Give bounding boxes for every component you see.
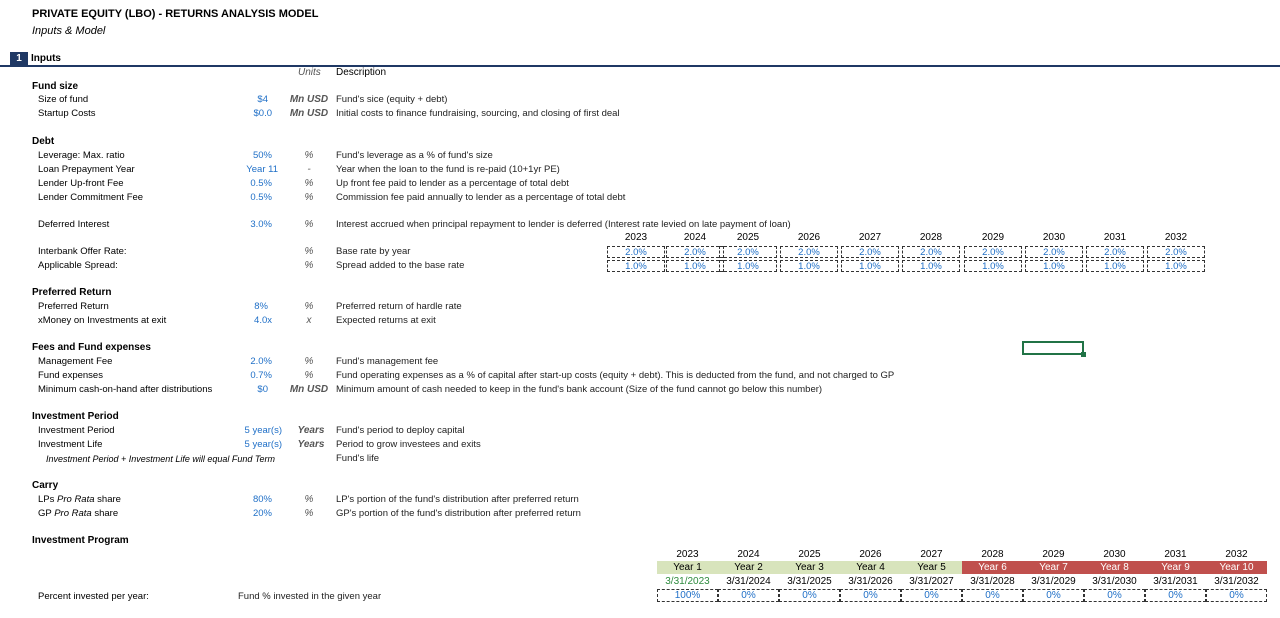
ibor-cell[interactable]: 2.0% [964,246,1022,258]
row-unit: % [304,494,314,505]
program-year-label: Year 5 [901,561,962,574]
row-description: LP's portion of the fund's distribution after preferred return [336,494,579,505]
min-cash-input[interactable]: $0 [257,384,268,395]
program-date: 3/31/2028 [970,576,1015,587]
program-year-header: 2027 [920,549,943,560]
program-year-header: 2026 [859,549,882,560]
row-unit: % [304,260,314,271]
debt-year-header: 2024 [683,232,707,243]
row-description: Expected returns at exit [336,315,436,326]
row-label: Deferred Interest [38,219,110,230]
leverage-input[interactable]: 50% [252,150,272,161]
row-label: Applicable Spread: [38,260,118,271]
ibor-cell[interactable]: 2.0% [607,246,665,258]
program-year-label: Year 9 [1145,561,1206,574]
debt-year-header: 2027 [858,232,882,243]
row-unit: x [306,315,312,326]
ibor-cell[interactable]: 2.0% [1025,246,1083,258]
percent-invested-cell[interactable]: 0% [840,589,901,602]
row-description: Spread added to the base rate [336,260,465,271]
spread-cell[interactable]: 1.0% [719,260,777,272]
row-description: Year when the loan to the fund is re-paid (10+1yr PE) [336,164,560,175]
spread-cell[interactable]: 1.0% [1086,260,1144,272]
percent-invested-cell[interactable]: 100% [657,589,718,602]
row-description: Up front fee paid to lender as a percentage of total debt [336,178,569,189]
program-year-label: Year 7 [1023,561,1084,574]
row-description: GP's portion of the fund's distribution after preferred return [336,508,581,519]
spread-cell[interactable]: 1.0% [1025,260,1083,272]
program-date: 3/31/2029 [1031,576,1076,587]
debt-year-header: 2029 [981,232,1005,243]
row-unit: Years [297,425,325,436]
deferred-interest-input[interactable]: 3.0% [250,219,272,230]
debt-heading: Debt [32,136,55,147]
units-header: Units [298,67,321,78]
program-date: 3/31/2027 [909,576,954,587]
startup-costs-input[interactable]: $0.0 [253,108,272,119]
program-year-label: Year 8 [1084,561,1145,574]
row-description: Initial costs to finance fundraising, sourcing, and closing of first deal [336,108,620,119]
upfront-fee-input[interactable]: 0.5% [250,178,272,189]
section-number: 1 [10,52,28,65]
row-unit: % [304,150,314,161]
row-label: Lender Up-front Fee [38,178,124,189]
row-label: Fund expenses [38,370,103,381]
management-fee-input[interactable]: 2.0% [250,356,272,367]
row-unit: % [304,301,314,312]
row-description: Fund's sice (equity + debt) [336,94,448,105]
selected-cell[interactable] [1022,341,1084,355]
section-bar [0,52,1280,67]
program-year-header: 2023 [676,549,699,560]
ibor-cell[interactable]: 2.0% [841,246,899,258]
row-label: Lender Commitment Fee [38,192,144,203]
row-unit: Years [297,439,325,450]
spread-cell[interactable]: 1.0% [902,260,960,272]
ibor-cell[interactable]: 2.0% [666,246,724,258]
program-year-header: 2032 [1225,549,1248,560]
row-label: Investment Period [38,425,115,436]
lp-share-input[interactable]: 80% [252,494,272,505]
debt-year-header: 2030 [1042,232,1066,243]
loan-prepayment-input[interactable]: Year 11 [246,164,278,175]
description-header: Description [336,67,387,78]
model-title: PRIVATE EQUITY (LBO) - RETURNS ANALYSIS MODEL [32,8,319,20]
program-date: 3/31/2031 [1153,576,1198,587]
gp-share-input[interactable]: 20% [252,508,272,519]
row-label: Investment Life [38,439,103,450]
percent-invested-cell[interactable]: 0% [718,589,779,602]
percent-invested-cell[interactable]: 0% [1145,589,1206,602]
debt-year-header: 2026 [797,232,821,243]
ibor-cell[interactable]: 2.0% [902,246,960,258]
investment-period-heading: Investment Period [32,411,119,422]
program-year-header: 2029 [1042,549,1065,560]
percent-invested-cell[interactable]: 0% [901,589,962,602]
fund-size-input[interactable]: $4 [257,94,268,105]
fund-term-description: Fund's life [336,453,380,464]
row-description: Fund's management fee [336,356,439,367]
carry-heading: Carry [32,480,59,491]
preferred-heading: Preferred Return [32,287,112,298]
row-unit: % [304,219,314,230]
investment-period-input[interactable]: 5 year(s) [244,425,282,436]
program-year-label: Year 6 [962,561,1023,574]
program-year-label: Year 4 [840,561,901,574]
model-subtitle: Inputs & Model [32,25,106,37]
row-description: Fund's period to deploy capital [336,425,465,436]
row-label: LPs Pro Rata share [38,494,121,505]
ibor-cell[interactable]: 2.0% [780,246,838,258]
debt-year-header: 2023 [624,232,648,243]
program-year-label: Year 3 [779,561,840,574]
row-description: Commission fee paid annually to lender as a percentage of total debt [336,192,626,203]
debt-year-header: 2031 [1103,232,1127,243]
row-description: Base rate by year [336,246,411,257]
row-unit: % [304,192,314,203]
investment-life-input[interactable]: 5 year(s) [244,439,282,450]
row-description: Preferred return of hardle rate [336,301,462,312]
fund-size-heading: Fund size [32,81,79,92]
program-year-header: 2025 [798,549,821,560]
row-description: Minimum amount of cash needed to keep in the fund's bank account (Size of the fund cannot go below this number) [336,384,823,395]
spread-cell[interactable]: 1.0% [1147,260,1205,272]
row-description: Fund operating expenses as a % of capital after start-up costs (equity + debt). This is deducted from the fund, and not charged to GP [336,370,895,381]
program-year-label: Year 2 [718,561,779,574]
fees-heading: Fees and Fund expenses [32,342,151,353]
row-unit: Mn USD [289,384,329,395]
preferred-return-input[interactable]: 8% [254,301,268,312]
spread-cell[interactable]: 1.0% [964,260,1022,272]
section-label: Inputs [31,53,61,64]
program-date: 3/31/2026 [848,576,893,587]
row-unit: - [307,164,311,175]
program-date: 3/31/2025 [787,576,832,587]
debt-year-header: 2028 [919,232,943,243]
ibor-cell[interactable]: 2.0% [719,246,777,258]
row-description: Fund's leverage as a % of fund's size [336,150,493,161]
fill-handle[interactable] [1081,352,1086,357]
row-unit: Mn USD [289,108,329,119]
percent-invested-cell[interactable]: 0% [779,589,840,602]
row-label: xMoney on Investments at exit [38,315,167,326]
program-year-header: 2031 [1164,549,1187,560]
row-label: Loan Prepayment Year [38,164,135,175]
program-year-header: 2024 [737,549,760,560]
row-unit: % [304,370,314,381]
program-date: 3/31/2024 [726,576,771,587]
program-date: 3/31/2030 [1092,576,1137,587]
commitment-fee-input[interactable]: 0.5% [250,192,272,203]
percent-invested-description: Fund % invested in the given year [238,591,382,602]
row-label: Interbank Offer Rate: [38,246,127,257]
debt-year-header: 2032 [1164,232,1188,243]
row-label: Management Fee [38,356,113,367]
percent-invested-cell[interactable]: 0% [1084,589,1145,602]
program-year-label: Year 1 [657,561,718,574]
fund-expenses-input[interactable]: 0.7% [250,370,272,381]
row-unit: % [304,356,314,367]
percent-invested-cell[interactable]: 0% [1206,589,1267,602]
row-label: Preferred Return [38,301,109,312]
row-label: Startup Costs [38,108,96,119]
row-unit: % [304,508,314,519]
program-year-header: 2028 [981,549,1004,560]
row-label: Minimum cash-on-hand after distributions [38,384,213,395]
row-label: Leverage: Max. ratio [38,150,125,161]
row-description: Period to grow investees and exits [336,439,481,450]
row-label: GP Pro Rata share [38,508,119,519]
money-multiple-input[interactable]: 4.0x [254,315,272,326]
row-label: Size of fund [38,94,89,105]
spread-cell[interactable]: 1.0% [607,260,665,272]
row-unit: % [304,246,314,257]
percent-invested-cell[interactable]: 0% [962,589,1023,602]
spread-cell[interactable]: 1.0% [666,260,724,272]
program-date: 3/31/2032 [1214,576,1259,587]
debt-year-header: 2025 [736,232,760,243]
percent-invested-cell[interactable]: 0% [1023,589,1084,602]
program-year-label: Year 10 [1206,561,1267,574]
row-description: Interest accrued when principal repayment to lender is deferred (Interest rate levied on late payment of loan) [336,219,791,230]
percent-invested-label: Percent invested per year: [38,591,149,602]
row-unit: Mn USD [289,94,329,105]
spread-cell[interactable]: 1.0% [841,260,899,272]
spread-cell[interactable]: 1.0% [780,260,838,272]
ibor-cell[interactable]: 2.0% [1147,246,1205,258]
fund-term-note: Investment Period + Investment Life will equal Fund Term [46,454,276,464]
program-date: 3/31/2023 [665,576,710,587]
investment-program-heading: Investment Program [32,535,129,546]
ibor-cell[interactable]: 2.0% [1086,246,1144,258]
row-unit: % [304,178,314,189]
program-year-header: 2030 [1103,549,1126,560]
